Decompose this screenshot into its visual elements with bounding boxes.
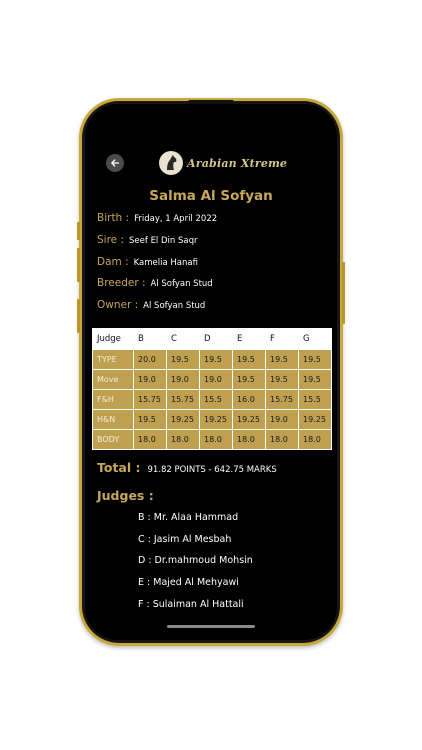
score-cell: 18.0	[266, 430, 299, 450]
score-cell: 19.5	[233, 350, 266, 370]
total-label: Total :	[97, 460, 141, 475]
score-cell: 15.75	[134, 390, 167, 410]
score-cell: 18.0	[299, 430, 332, 450]
total-value: 91.82 POINTS - 642.75 MARKS	[147, 465, 277, 475]
score-cell: 19.0	[200, 370, 233, 390]
info-breeder	[97, 277, 213, 289]
score-cell: 19.5	[233, 370, 266, 390]
info-label: Breeder :	[97, 277, 146, 289]
info-value: Friday, 1 April 2022	[134, 214, 218, 224]
judge-item: B : Mr. Alaa Hammad	[138, 512, 239, 523]
info-value: Al Sofyan Stud	[143, 301, 206, 311]
table-row	[93, 430, 332, 450]
table-row	[93, 370, 332, 390]
column-header: B	[134, 329, 167, 350]
app-logo	[159, 151, 287, 175]
score-cell: 15.75	[167, 390, 200, 410]
side-button-power	[342, 262, 345, 324]
column-header: G	[299, 329, 332, 350]
score-cell: 18.0	[167, 430, 200, 450]
app-screen	[85, 104, 337, 640]
info-dam	[97, 256, 198, 268]
score-cell: 19.5	[266, 370, 299, 390]
criterion-cell: F&H	[93, 390, 134, 410]
score-cell: 19.5	[299, 370, 332, 390]
horse-head-icon	[159, 151, 183, 175]
score-cell: 20.0	[134, 350, 167, 370]
table-row	[93, 350, 332, 370]
judge-item: E : Majed Al Mehyawi	[138, 577, 239, 588]
score-cell: 18.0	[134, 430, 167, 450]
info-value: Seef El Din Saqr	[129, 236, 198, 246]
judge-item: D : Dr.mahmoud Mohsin	[138, 555, 253, 566]
column-header: F	[266, 329, 299, 350]
info-label: Owner :	[97, 299, 139, 311]
table-row	[93, 390, 332, 410]
score-cell: 18.0	[233, 430, 266, 450]
horse-name: Salma Al Sofyan	[149, 188, 273, 204]
column-header: C	[167, 329, 200, 350]
score-cell: 19.25	[167, 410, 200, 430]
score-cell: 19.0	[167, 370, 200, 390]
side-button-volume-up	[77, 248, 80, 282]
score-cell: 15.75	[266, 390, 299, 410]
side-button-silent	[77, 222, 80, 240]
score-cell: 19.25	[200, 410, 233, 430]
info-label: Birth :	[97, 212, 130, 224]
total-summary	[97, 460, 277, 475]
column-header: D	[200, 329, 233, 350]
score-cell: 15.5	[299, 390, 332, 410]
score-cell: 19.0	[134, 370, 167, 390]
brand-name: Arabian Xtreme	[187, 156, 288, 170]
score-cell: 19.0	[266, 410, 299, 430]
table-header-row	[93, 329, 332, 350]
back-button[interactable]	[106, 154, 124, 172]
score-cell: 19.5	[266, 350, 299, 370]
arrow-left-icon	[110, 158, 120, 168]
score-cell: 16.0	[233, 390, 266, 410]
score-cell: 19.5	[299, 350, 332, 370]
info-birth	[97, 212, 217, 224]
info-value: Kamelia Hanafi	[133, 258, 198, 268]
score-cell: 19.5	[200, 350, 233, 370]
info-sire	[97, 234, 198, 246]
side-button-volume-down	[77, 299, 80, 333]
score-table	[92, 328, 332, 450]
info-label: Sire :	[97, 234, 125, 246]
criterion-cell: TYPE	[93, 350, 134, 370]
judge-item: F : Sulaiman Al Hattali	[138, 599, 244, 610]
judges-heading: Judges :	[97, 488, 154, 503]
judge-item: C : Jasim Al Mesbah	[138, 534, 232, 545]
info-value: Al Sofyan Stud	[150, 279, 213, 289]
criterion-cell: H&N	[93, 410, 134, 430]
column-header: Judge	[93, 329, 134, 350]
info-label: Dam :	[97, 256, 129, 268]
score-cell: 19.5	[167, 350, 200, 370]
score-cell: 15.5	[200, 390, 233, 410]
info-owner	[97, 299, 205, 311]
criterion-cell: Move	[93, 370, 134, 390]
score-cell: 18.0	[200, 430, 233, 450]
table-row	[93, 410, 332, 430]
score-cell: 19.25	[233, 410, 266, 430]
score-cell: 19.25	[299, 410, 332, 430]
criterion-cell: BODY	[93, 430, 134, 450]
score-cell: 19.5	[134, 410, 167, 430]
column-header: E	[233, 329, 266, 350]
home-indicator[interactable]	[167, 625, 255, 628]
